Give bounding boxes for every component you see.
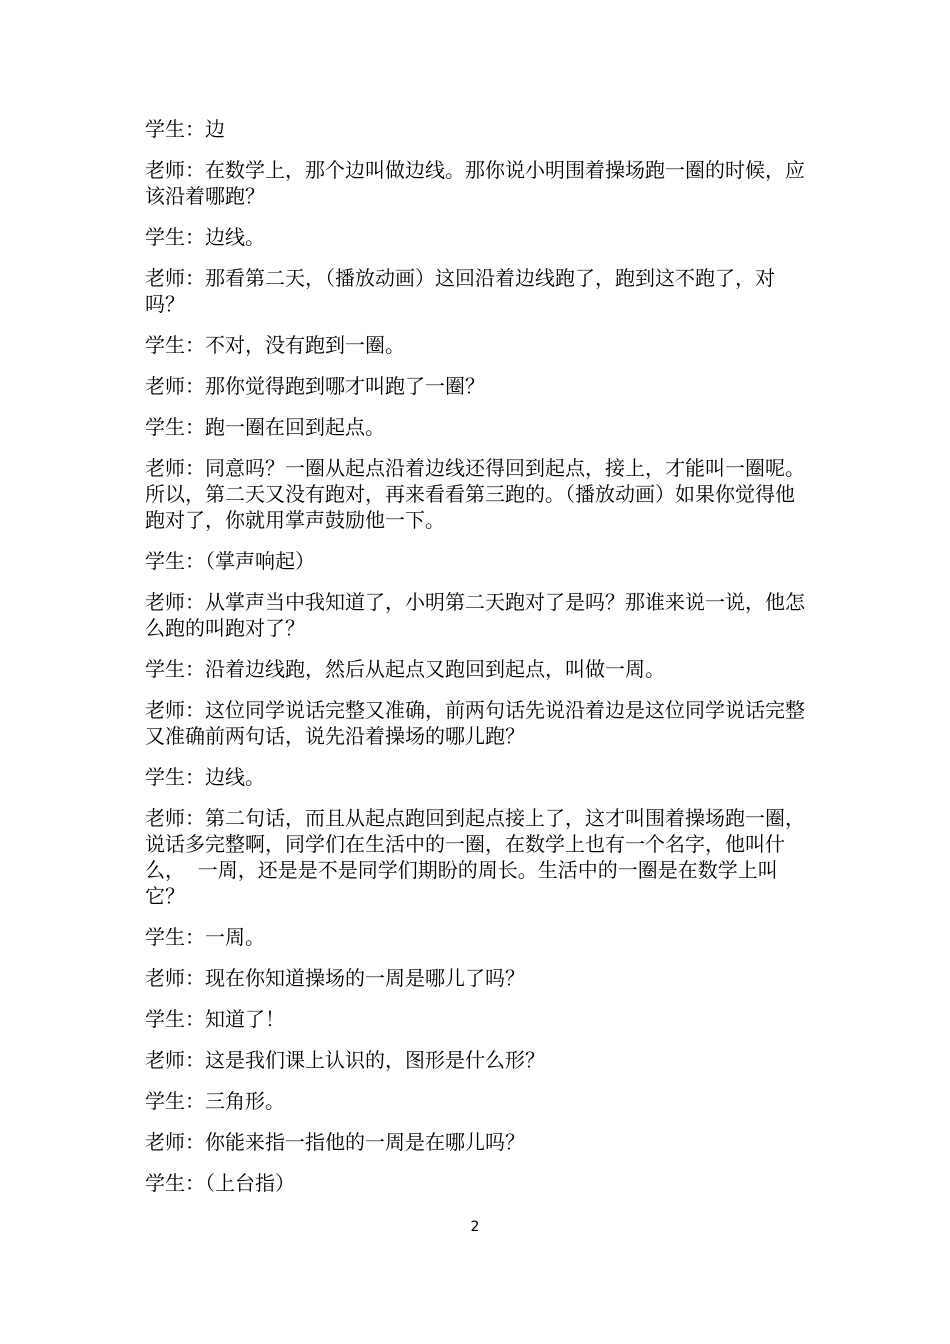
paragraph-21: 学生：（上台指）	[145, 1171, 295, 1195]
paragraph-18: 老师：这是我们课上认识的，图形是什么形？	[145, 1048, 545, 1072]
dialogue-content	[145, 116, 810, 1211]
paragraph-3: 学生：边线。	[145, 225, 265, 249]
paragraph-4: 老师：那看第二天，（播放动画）这回沿着边线跑了，跑到这不跑了，对吗？	[145, 266, 775, 316]
paragraph-5: 学生：不对，没有跑到一圈。	[145, 333, 405, 357]
paragraph-20: 老师：你能来指一指他的一周是在哪儿吗？	[145, 1130, 525, 1154]
paragraph-7: 学生：跑一圈在回到起点。	[145, 415, 385, 439]
paragraph-14: 老师：第二句话，而且从起点跑回到起点接上了，这才叫围着操场跑一圈，说话多完整啊，同学们在生活中的一圈，在数学上也有一个名字，他叫什么， 一周，还是是不是同学们期盼的周长。生活中的一圈是在数学上叫它？	[145, 806, 805, 908]
paragraph-1: 学生：边	[145, 117, 225, 141]
paragraph-13: 学生：边线。	[145, 765, 265, 789]
paragraph-12: 老师：这位同学说话完整又准确，前两句话先说沿着边是这位同学说话完整又准确前两句话，说先沿着操场的哪儿跑？	[145, 698, 805, 748]
paragraph-6: 老师：那你觉得跑到哪才叫跑了一圈？	[145, 374, 485, 398]
paragraph-16: 老师：现在你知道操场的一周是哪儿了吗？	[145, 966, 525, 990]
paragraph-11: 学生：沿着边线跑，然后从起点又跑回到起点，叫做一周。	[145, 657, 665, 681]
page-number: 2	[470, 1219, 480, 1235]
paragraph-8: 老师：同意吗？一圈从起点沿着边线还得回到起点，接上，才能叫一圈呢。所以，第二天又没有跑对，再来看看第三跑的。（播放动画）如果你觉得他跑对了，你就用掌声鼓励他一下。	[145, 456, 805, 532]
paragraph-10: 老师：从掌声当中我知道了，小明第二天跑对了是吗？那谁来说一说，他怎么跑的叫跑对了？	[145, 590, 805, 640]
paragraph-19: 学生：三角形。	[145, 1089, 285, 1113]
paragraph-17: 学生：知道了！	[145, 1007, 285, 1031]
paragraph-2: 老师：在数学上，那个边叫做边线。那你说小明围着操场跑一圈的时候，应该沿着哪跑？	[145, 158, 805, 208]
paragraph-15: 学生：一周。	[145, 925, 265, 949]
paragraph-9: 学生：（掌声响起）	[145, 549, 315, 573]
